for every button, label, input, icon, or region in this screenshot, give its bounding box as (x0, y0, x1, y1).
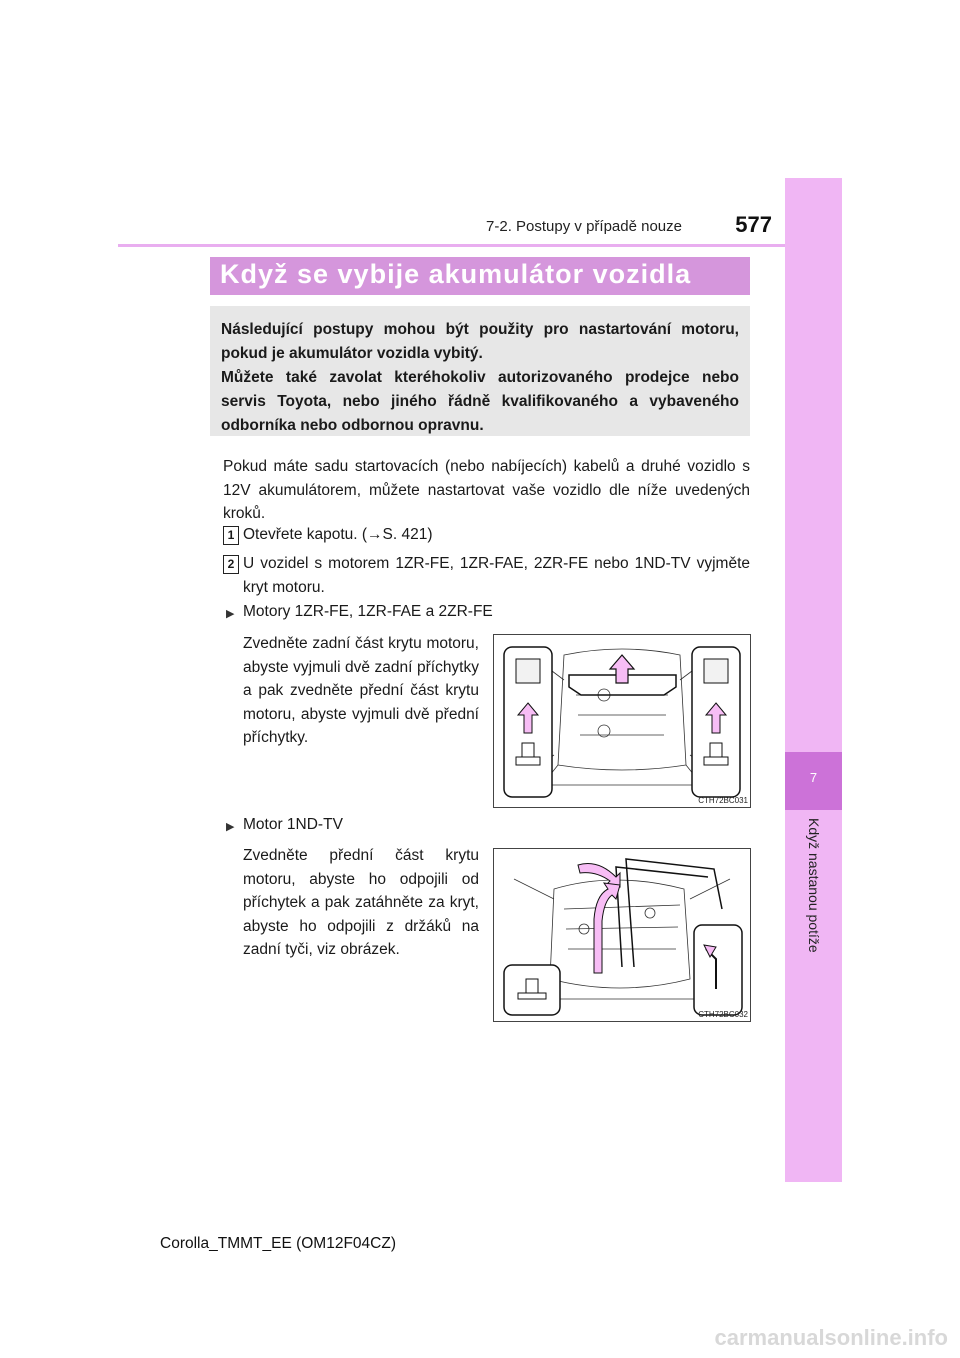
footer-model-code: Corolla_TMMT_EE (OM12F04CZ) (160, 1235, 396, 1252)
subsection-description: Zvedněte zadní část krytu motoru, abyste vyjmuli dvě zadní příchytky a pak zvedněte přední část krytu motoru, abyste vyjmuli dvě přední příchytky. (243, 635, 479, 746)
step-number-badge: 2 (223, 555, 239, 574)
engine-illustration-2 (494, 849, 750, 1021)
engine-illustration-1 (494, 635, 750, 807)
triangle-bullet-icon: ▶ (226, 821, 235, 833)
chapter-title-vertical: Když nastanou potíže (806, 818, 822, 953)
subsection-heading: Motor 1ND-TV (243, 816, 343, 833)
intro-box (210, 306, 750, 436)
figure-code: CTH72BC032 (698, 1010, 748, 1019)
chapter-sidebar (785, 178, 842, 1182)
subsection-description: Zvedněte přední část krytu motoru, abyste ho odpojili od příchytek a pak zatáhněte za kryt, abyste ho odpojili z držáků na zadní tyči, viz obrázek. (243, 847, 479, 958)
engine-cover-front-clips-figure (493, 848, 751, 1022)
step-text: U vozidel s motorem 1ZR-FE, 1ZR-FAE, 2ZR-FE nebo 1ND-TV vyjměte kryt motoru. (243, 555, 750, 596)
engine-cover-rear-clips-figure (493, 634, 751, 808)
header-divider (118, 244, 785, 247)
body-paragraph: Pokud máte sadu startovacích (nebo nabíjecích) kabelů a druhé vozidlo s 12V akumulátorem, můžete nastartovat vaše vozidlo dle níže uvedených kroků. (223, 458, 750, 522)
section-title: Když se vybije akumulátor vozidla (220, 259, 692, 289)
intro-line: Můžete také zavolat kteréhokoliv autorizovaného prodejce nebo servis Toyota, nebo jiného řádně kvalifikovaného a vybaveného odborníka nebo odbornou opravnu. (221, 369, 739, 434)
page-number: 577 (735, 212, 772, 237)
section-title-bar (210, 257, 750, 295)
chapter-heading: 7-2. Postupy v případě nouze (486, 218, 682, 235)
watermark: carmanualsonline.info (714, 1325, 948, 1350)
figure-code: CTH72BC031 (698, 796, 748, 805)
triangle-bullet-icon: ▶ (226, 608, 235, 620)
intro-text (221, 318, 739, 438)
subsection-heading: Motory 1ZR-FE, 1ZR-FAE a 2ZR-FE (243, 603, 493, 620)
step-number-badge: 1 (223, 526, 239, 545)
step-text: Otevřete kapotu. (→S. 421) (243, 526, 433, 543)
chapter-number: 7 (809, 770, 818, 785)
intro-line: Následující postupy mohou být použity pro nastartování motoru, pokud je akumulátor vozidla vybitý. (221, 321, 739, 362)
